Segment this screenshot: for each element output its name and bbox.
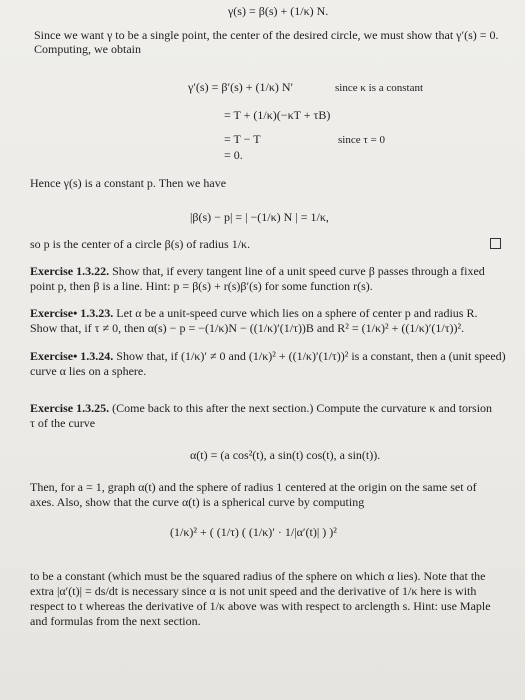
para1-line1: Since we want γ to be a single point, the center of the desired circle, we must show that γ′(s) = 0. bbox=[34, 28, 499, 42]
ex-1-3-22-text1: Show that, if every tangent line of a unit speed curve β passes through a fixed bbox=[112, 264, 485, 278]
ex-1-3-23-line1 bbox=[30, 306, 477, 321]
ex-1-3-23-label: Exercise• 1.3.23. bbox=[30, 306, 114, 320]
ex-1-3-22-line2: point p, then β is a line. Hint: p = β(s) + r(s)β′(s) for some function r(s). bbox=[30, 279, 373, 293]
ex-1-3-25-text1: (Come back to this after the next section.) Compute the curvature κ and torsion bbox=[112, 401, 493, 415]
so-p-text: so p is the center of a circle β(s) of radius 1/κ. bbox=[30, 237, 251, 251]
derivation-row1: γ′(s) = β′(s) + (1/κ) N′ bbox=[188, 80, 294, 94]
ex-1-3-23-text1: Let α be a unit-speed curve which lies on a sphere of center p and radius R. bbox=[116, 306, 478, 320]
derivation-row4: = 0. bbox=[224, 148, 243, 162]
derivation-row1-note: since κ is a constant bbox=[335, 82, 424, 94]
ex-1-3-24-line1 bbox=[30, 349, 506, 364]
ex-1-3-25-line8: and formulas from the next section. bbox=[30, 614, 201, 628]
derivation-row3: = T − T bbox=[224, 132, 261, 146]
ex-1-3-24-label: Exercise• 1.3.24. bbox=[30, 349, 114, 363]
ex-1-3-24-text1: Show that, if (1/κ)′ ≠ 0 and (1/κ)² + ((1/κ)′(1/τ))² is a constant, then a (unit speed) bbox=[116, 349, 506, 363]
ex-1-3-25-line7: respect to t whereas the derivative of 1/κ above was with respect to arclength s. Hint: use Maple bbox=[30, 599, 491, 613]
qed-box-icon bbox=[490, 238, 501, 249]
ex-1-3-25-line2: τ of the curve bbox=[30, 416, 96, 430]
ex-1-3-22-label: Exercise 1.3.22. bbox=[30, 264, 110, 278]
ex-1-3-25-label: Exercise 1.3.25. bbox=[30, 401, 110, 415]
hence-text: Hence γ(s) is a constant p. Then we have bbox=[30, 176, 227, 190]
ex-1-3-25-line3: Then, for a = 1, graph α(t) and the sphere of radius 1 centered at the origin on the same set of bbox=[30, 480, 477, 494]
para1-line2: Computing, we obtain bbox=[34, 42, 141, 56]
ex-1-3-25-line6: extra |α′(t)| = ds/dt is necessary since α is not unit speed and the derivative of 1/κ here is with bbox=[30, 584, 477, 598]
top-formula: γ(s) = β(s) + (1/κ) N. bbox=[228, 4, 329, 18]
derivation-row3-note: since τ = 0 bbox=[338, 134, 385, 146]
derivation-row2: = T + (1/κ)(−κT + τB) bbox=[224, 108, 331, 122]
ex-1-3-24-line2: curve α lies on a sphere. bbox=[30, 364, 147, 378]
ex-1-3-25-line1 bbox=[30, 401, 492, 416]
ex-1-3-25-line5: to be a constant (which must be the squared radius of the sphere on which α lies). Note that the bbox=[30, 569, 486, 583]
ex-1-3-22-line1 bbox=[30, 264, 485, 279]
distance-equation: |β(s) − p| = | −(1/κ) N | = 1/κ, bbox=[190, 210, 329, 224]
ex-1-3-25-formula: α(t) = (a cos²(t), a sin(t) cos(t), a sin(t)). bbox=[190, 448, 381, 462]
ex-1-3-25-line4: axes. Also, show that the curve α(t) is a spherical curve by computing bbox=[30, 495, 365, 509]
ex-1-3-25-expression: (1/κ)² + ( (1/τ) ( (1/κ)′ · 1/|α′(t)| ) )² bbox=[170, 525, 337, 539]
ex-1-3-23-line2: Show that, if τ ≠ 0, then α(s) − p = −(1/κ)N − ((1/κ)′(1/τ))B and R² = (1/κ)² + ((1/κ)′(1/τ))². bbox=[30, 321, 465, 335]
